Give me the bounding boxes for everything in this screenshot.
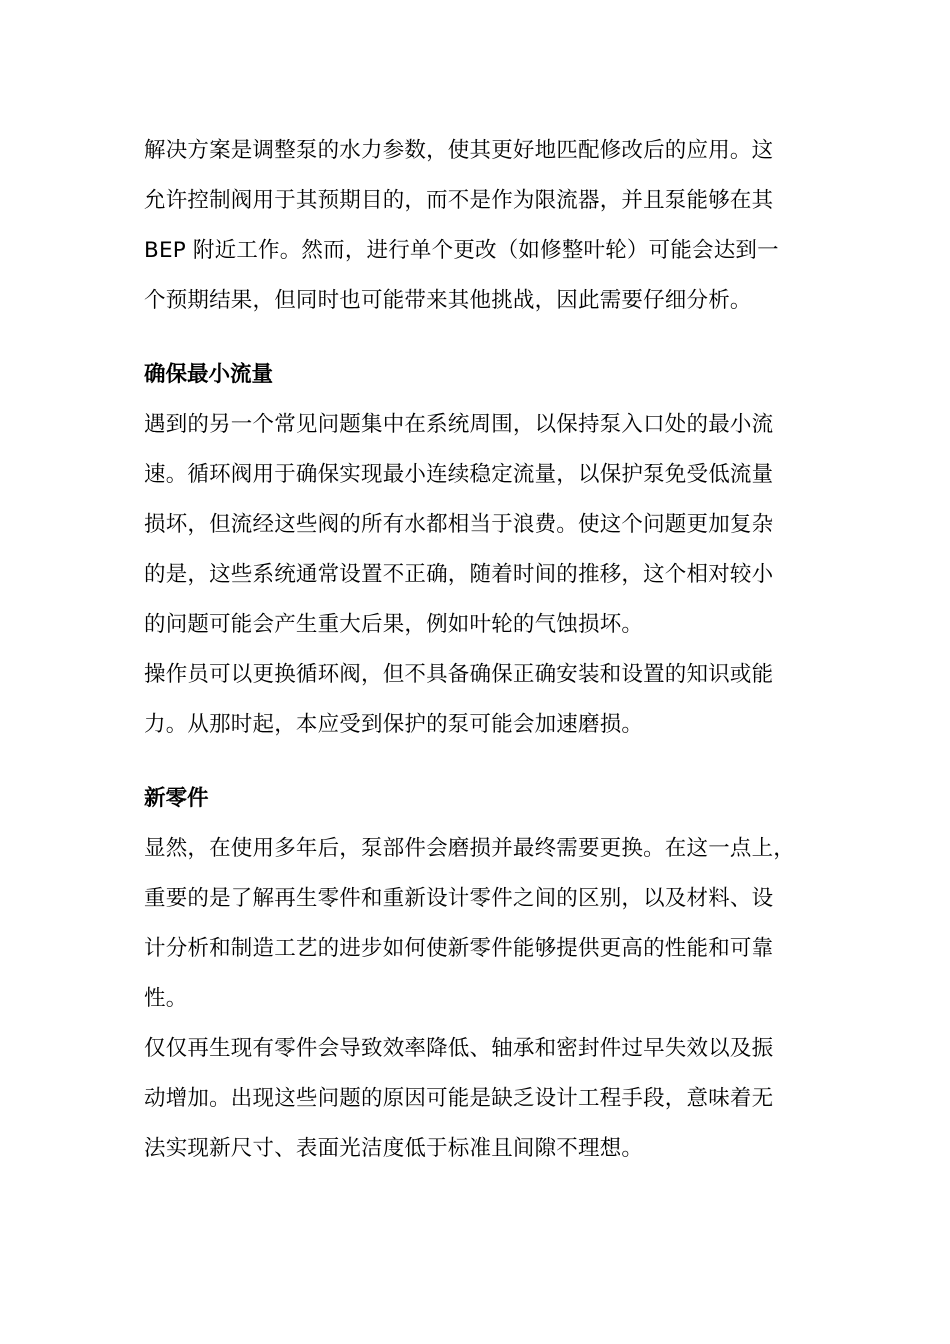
text-line: 计分析和制造工艺的进步如何使新零件能够提供更高的性能和可靠: [144, 936, 774, 961]
section-heading-minimum-flow: 确保最小流量: [144, 362, 274, 387]
text-line: 显然，在使用多年后，泵部件会磨损并最终需要更换。在这一点上，: [144, 836, 796, 861]
document-content: [144, 126, 812, 1174]
text-line: 仅仅再生现有零件会导致效率降低、轴承和密封件过早失效以及振: [144, 1036, 774, 1061]
text-line: 损坏，但流经这些阀的所有水都相当于浪费。使这个问题更加复杂: [144, 512, 774, 537]
text-line: 性。: [144, 986, 188, 1011]
text-line: 力。从那时起，本应受到保护的泵可能会加速磨损。: [144, 712, 644, 737]
text-line: 的是，这些系统通常设置不正确，随着时间的推移，这个相对较小: [144, 562, 774, 587]
section-heading-new-parts: 新零件: [144, 786, 209, 811]
intro-paragraph: [144, 126, 812, 326]
section1-paragraph2: [144, 650, 812, 750]
text-line: 允许控制阀用于其预期目的，而不是作为限流器，并且泵能够在其: [144, 188, 774, 213]
text-line: 重要的是了解再生零件和重新设计零件之间的区别，以及材料、设: [144, 886, 774, 911]
text-line: 速。循环阀用于确保实现最小连续稳定流量，以保护泵免受低流量: [144, 462, 774, 487]
section-gap: [144, 750, 812, 774]
text-line: 法实现新尺寸、表面光洁度低于标准且间隙不理想。: [144, 1136, 644, 1161]
text-line: 的问题可能会产生重大后果，例如叶轮的气蚀损坏。: [144, 612, 644, 637]
section2-paragraph1: [144, 824, 812, 1024]
text-line: 遇到的另一个常见问题集中在系统周围，以保持泵入口处的最小流: [144, 412, 774, 437]
section-gap: [144, 326, 812, 350]
text-line: 动增加。出现这些问题的原因可能是缺乏设计工程手段，意味着无: [144, 1086, 774, 1111]
section2-paragraph2: [144, 1024, 812, 1174]
text-line: 个预期结果，但同时也可能带来其他挑战，因此需要仔细分析。: [144, 288, 752, 313]
section1-paragraph1: [144, 400, 812, 650]
text-line: 操作员可以更换循环阀，但不具备确保正确安装和设置的知识或能: [144, 662, 774, 687]
text-line: BEP 附近工作。然而，进行单个更改（如修整叶轮）可能会达到一: [144, 238, 779, 263]
text-line: 解决方案是调整泵的水力参数，使其更好地匹配修改后的应用。这: [144, 138, 774, 163]
